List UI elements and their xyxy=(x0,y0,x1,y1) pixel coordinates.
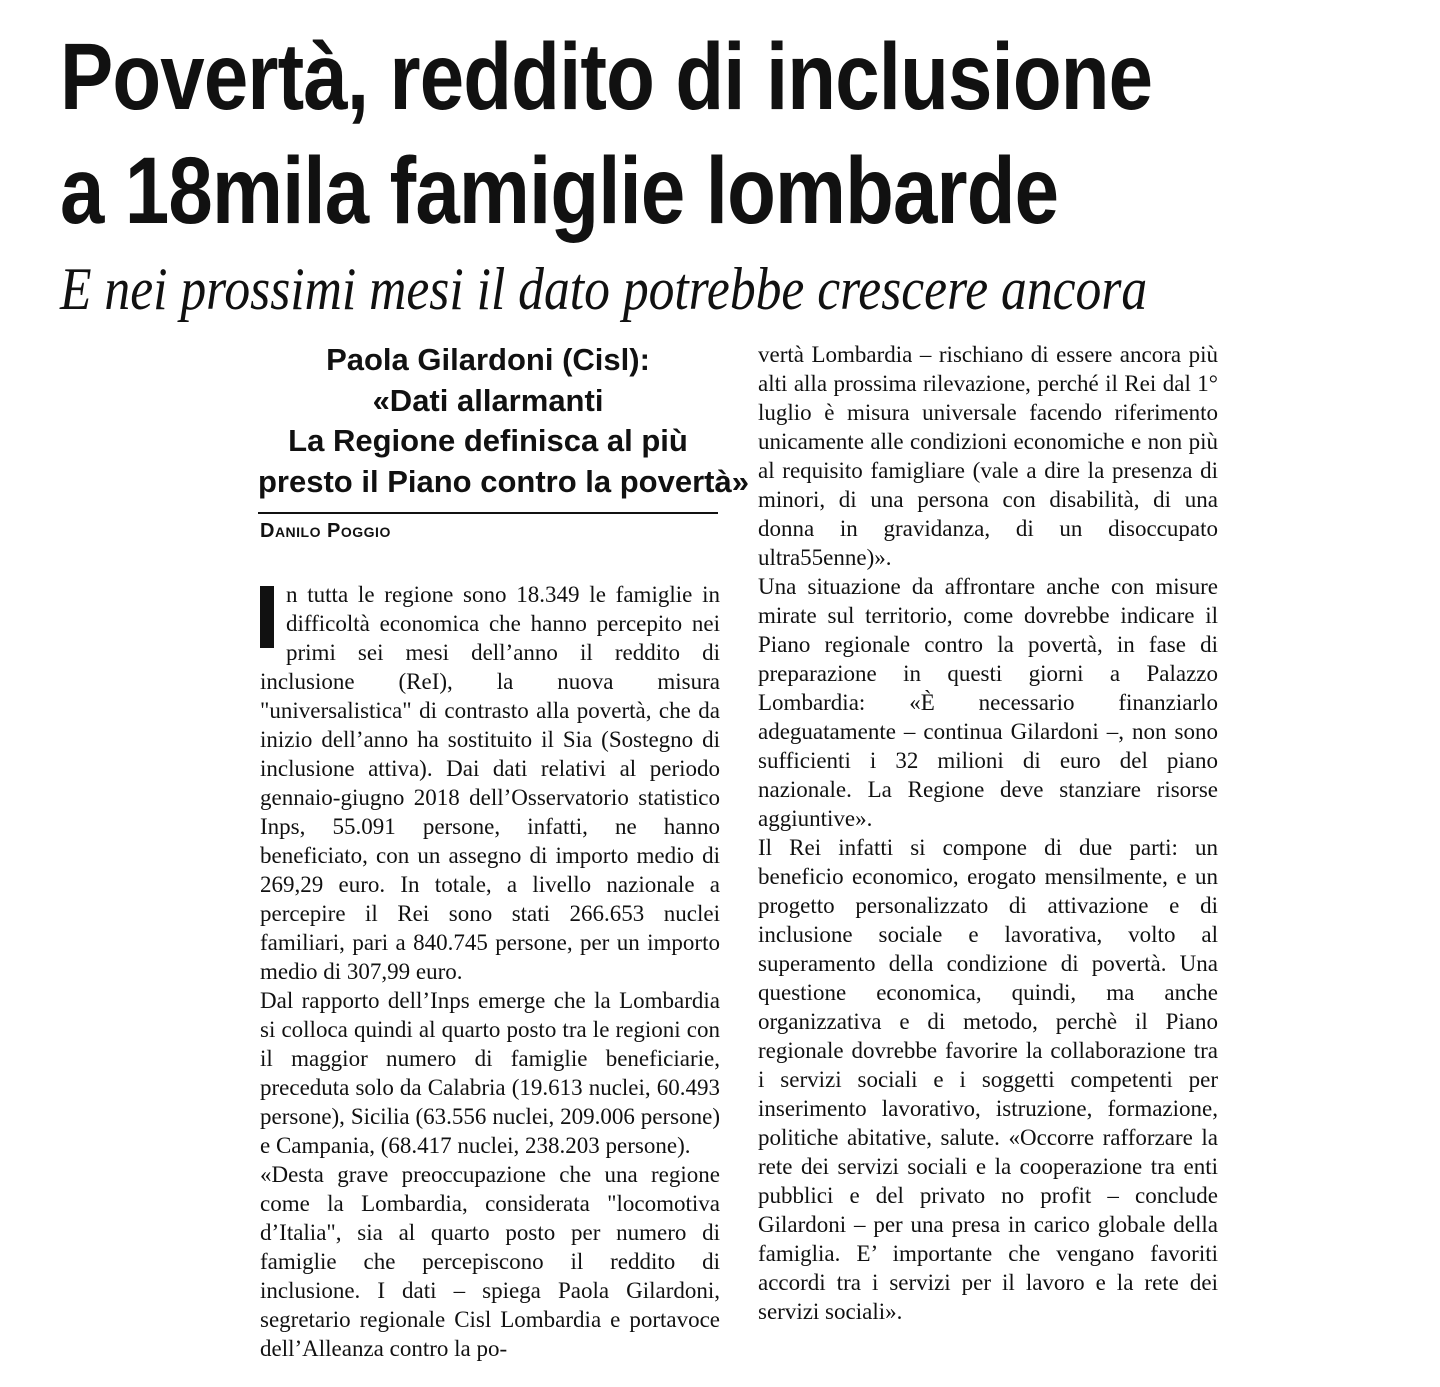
kicker-quote xyxy=(258,340,749,502)
paragraph: Il Rei infatti si compone di due parti: un beneficio economico, erogato mensilmente, e un progetto personalizzato di attivazione e di inclusione sociale e lavorativa, volto al superamento della condizione di povertà. Una questione economica, quindi, ma anche organizzativa e di metodo, perchè il Piano regionale dovrebbe favorire la collaborazione tra i servizi sociali e i soggetti competenti per inserimento lavorativo, istruzione, formazione, politiche abitative, salute. «Occorre rafforzare la rete dei servizi sociali e la cooperazione tra enti pubblici e del privato no profit – conclude Gilardoni – per una presa in carico globale della famiglia. E’ importante che vengano favoriti accordi tra i servizi per il lavoro e la rete dei servizi sociali». xyxy=(758,835,1218,1324)
paragraph xyxy=(260,580,720,986)
paragraph: Una situazione da affrontare anche con misure mirate sul territorio, come dovrebbe indicare il Piano regionale contro la povertà, in fase di preparazione in questi giorni a Palazzo Lombardia: «È necessario finanziarlo adeguatamente – continua Gilardoni –, non sono sufficienti i 32 milioni di euro del piano nazionale. La Regione deve stanziare risorse aggiuntive». xyxy=(758,574,1218,831)
paragraph: «Desta grave preoccupazione che una regione come la Lombardia, considerata "locomotiva d’Italia", sia al quarto posto per numero di famiglie che percepiscono il reddito di inclusione. I dati – spiega Paola Gilardoni, segretario regionale Cisl Lombardia e portavoce dell’Alleanza contro la po- xyxy=(260,1162,720,1361)
kicker-line-3: La Regione definisca al più xyxy=(288,423,688,458)
article-column-right xyxy=(758,340,1218,1326)
kicker-line-1: Paola Gilardoni (Cisl): xyxy=(326,342,650,377)
subtitle: E nei prossimi mesi il dato potrebbe crescere ancora xyxy=(60,256,1148,322)
article-column-left xyxy=(260,580,720,1363)
paragraph-text: n tutta le regione sono 18.349 le famiglie in difficoltà economica che hanno percepito nei primi sei mesi dell’anno il reddito di inclusione (ReI), la nuova misura "universalistica" di contrasto alla povertà, che da inizio dell’anno ha sostituito il Sia (Sostegno di inclusione attiva). Dai dati relativi al periodo gennaio-giugno 2018 dell’Osservatorio statistico Inps, 55.091 persone, infatti, ne hanno beneficiato, con un assegno di importo medio di 269,29 euro. In totale, a livello nazionale a percepire il Rei sono stati 266.653 nuclei familiari, pari a 840.745 persone, per un importo medio di 307,99 euro. xyxy=(260,582,720,984)
headline-line-1: Povertà, reddito di inclusione xyxy=(60,24,1153,130)
headline xyxy=(60,20,1211,248)
paragraph: vertà Lombardia – rischiano di essere ancora più alti alla prossima rilevazione, perché il Rei dal 1° luglio è misura universale facendo riferimento unicamente alle condizioni economiche e non più al requisito famigliare (vale a dire la presenza di minori, di una persona con disabilità, di una donna in gravidanza, di un disoccupato ultra55enne)». xyxy=(758,342,1218,570)
kicker-line-2: «Dati allarmanti xyxy=(372,382,604,418)
byline: Danilo Poggio xyxy=(260,520,391,542)
byline-divider xyxy=(258,512,718,514)
headline-line-2: a 18mila famiglie lombarde xyxy=(60,138,1059,244)
dropcap xyxy=(260,586,274,648)
kicker-line-4: presto il Piano contro la povertà» xyxy=(258,463,749,499)
paragraph: Dal rapporto dell’Inps emerge che la Lombardia si colloca quindi al quarto posto tra le regioni con il maggior numero di famiglie beneficiarie, preceduta solo da Calabria (19.613 nuclei, 60.493 persone), Sicilia (63.556 nuclei, 209.006 persone) e Campania, (68.417 nuclei, 238.203 persone). xyxy=(260,988,720,1158)
